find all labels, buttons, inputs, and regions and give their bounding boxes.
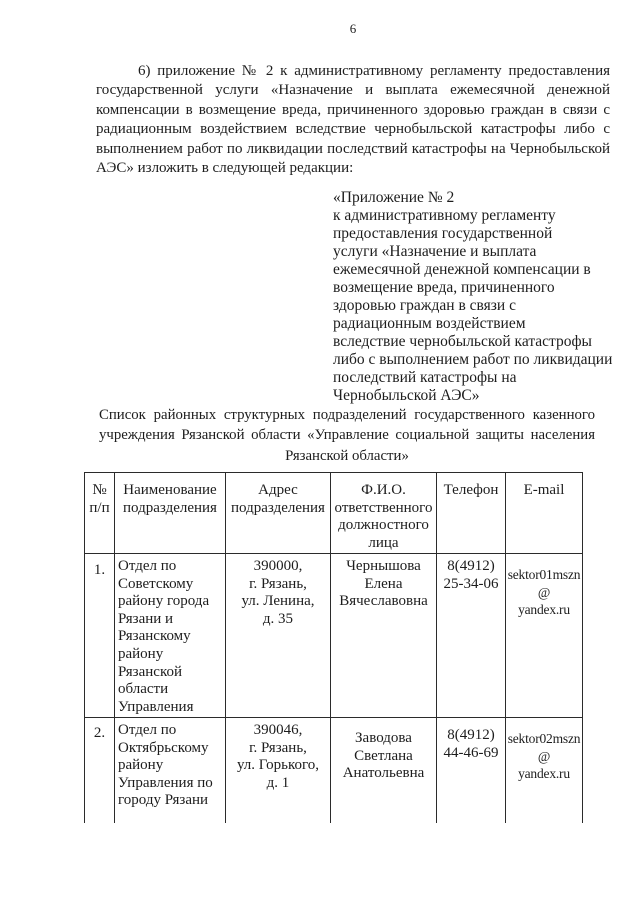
amendment-paragraph — [96, 62, 610, 178]
list-title-line: Рязанской области» — [285, 447, 409, 464]
header-address: Адрес подразделения — [226, 473, 331, 554]
appendix-heading — [333, 189, 623, 405]
header-phone: Телефон — [437, 473, 506, 554]
responsible-person: Заводова Светлана Анатольевна — [331, 718, 437, 823]
units-table — [84, 472, 583, 823]
amendment-line: радиационным воздействием вследствие чернобыльской катастрофы либо с — [96, 121, 610, 138]
appendix-heading-line: «Приложение № 2 — [333, 189, 455, 206]
amendment-line: выполнением работ по ликвидации последствий катастрофы на Чернобыльской — [96, 140, 610, 157]
unit-email: sektor01mszn @ yandex.ru — [506, 554, 583, 718]
appendix-heading-line: вследствие чернобыльской катастрофы — [333, 333, 592, 350]
appendix-heading-line: к административному регламенту — [333, 207, 556, 224]
table-body — [85, 554, 583, 823]
table-row — [85, 554, 583, 718]
appendix-heading-line: радиационным воздействием — [333, 315, 526, 332]
header-unit-name: Наименование подразделения — [115, 473, 226, 554]
amendment-line: АЭС» изложить в следующей редакции: — [96, 160, 354, 177]
amendment-line: компенсации в возмещение вреда, причиненного здоровью граждан в связи с — [96, 101, 610, 118]
header-email: E-mail — [506, 473, 583, 554]
row-number: 1. — [85, 554, 115, 718]
appendix-heading-line: Чернобыльской АЭС» — [333, 387, 480, 404]
table-header-row — [85, 473, 583, 554]
appendix-heading-line: услуги «Назначение и выплата — [333, 243, 537, 260]
unit-address: 390046, г. Рязань, ул. Горького, д. 1 — [226, 718, 331, 823]
appendix-heading-line: возмещение вреда, причиненного — [333, 279, 555, 296]
table-row — [85, 718, 583, 823]
responsible-person: Чернышова Елена Вячеславовна — [331, 554, 437, 718]
unit-name: Отдел по Октябрьскому району Управления по городу Рязани — [115, 718, 226, 823]
unit-phone: 8(4912) 25-34-06 — [437, 554, 506, 718]
appendix-heading-line: предоставления государственной — [333, 225, 553, 242]
unit-email: sektor02mszn @ yandex.ru — [506, 718, 583, 823]
appendix-heading-line: ежемесячной денежной компенсации в — [333, 261, 591, 278]
amendment-line: государственной услуги «Назначение и выплата ежемесячной денежной — [96, 82, 610, 99]
amendment-line: 6) приложение № 2 к административному регламенту предоставления — [138, 63, 610, 79]
list-title-line: Список районных структурных подразделений государственного казенного — [99, 407, 595, 423]
list-title-line: учреждения Рязанской области «Управление социальной защиты населения — [99, 427, 595, 444]
table-header — [85, 473, 583, 554]
list-title — [99, 405, 595, 466]
header-number: № п/п — [85, 473, 115, 554]
unit-address: 390000, г. Рязань, ул. Ленина, д. 35 — [226, 554, 331, 718]
appendix-heading-line: либо с выполнением работ по ликвидации — [333, 351, 613, 368]
unit-name: Отдел по Советскому району города Рязани и Рязанскому району Рязанской области Управления — [115, 554, 226, 718]
page-number: 6 — [349, 21, 357, 36]
appendix-heading-line: последствий катастрофы на — [333, 369, 517, 386]
row-number: 2. — [85, 718, 115, 823]
header-responsible-person: Ф.И.О. ответственного должностного лица — [331, 473, 437, 554]
unit-phone: 8(4912) 44-46-69 — [437, 718, 506, 823]
appendix-heading-line: здоровью граждан в связи с — [333, 297, 516, 314]
